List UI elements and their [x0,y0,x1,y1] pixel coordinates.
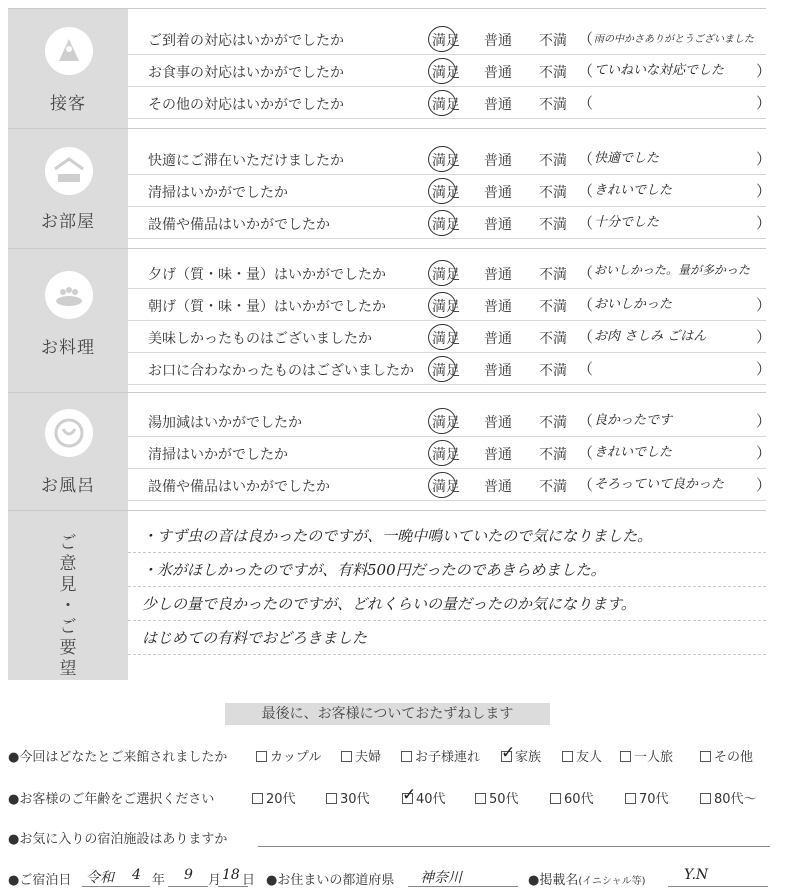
checkbox-icon[interactable] [402,793,413,804]
paren-close: ） [756,182,772,200]
stay-year[interactable]: 4 [132,867,141,883]
question-text: 清掃はいかがでしたか [148,185,288,201]
paren-open: （ [578,62,594,80]
checkbox-icon[interactable] [620,751,631,762]
question-text: 設備や備品はいかがでしたか [148,479,330,495]
option-normal[interactable]: 普通 [484,33,512,49]
option-good[interactable]: 満足 [432,153,460,169]
checkbox-option[interactable] [562,746,602,765]
section-label-panel [8,393,128,510]
opinion-label-panel [8,511,128,680]
option-bad[interactable]: 不満 [539,65,567,81]
section-room [8,128,772,248]
paren-close: ） [756,444,772,462]
paren-close: ） [756,476,772,494]
option-bad[interactable]: 不満 [539,447,567,463]
opinion-line[interactable] [128,655,766,689]
option-normal[interactable]: 普通 [484,153,512,169]
option-good[interactable]: 満足 [432,331,460,347]
option-bad[interactable]: 不満 [539,415,567,431]
checkbox-option[interactable] [256,746,321,765]
question-row [128,469,772,501]
option-good[interactable]: 満足 [432,33,460,49]
opinion-label-char: 望 [59,659,77,679]
section-label: お風呂 [41,476,95,496]
favorite-row [8,826,800,848]
opinion-text: はじめての有料でおどろきました [142,629,368,647]
question-text: 美味しかったものはございましたか [148,331,372,347]
option-normal[interactable]: 普通 [484,65,512,81]
option-good[interactable]: 満足 [432,479,460,495]
answer-text[interactable]: お肉 さしみ ごはん [594,329,707,344]
cuisine-icon [45,271,93,319]
checkbox-option[interactable] [341,746,381,765]
checkbox-icon[interactable] [625,793,636,804]
checkbox-option[interactable] [620,746,673,765]
section-label-panel [8,249,128,392]
answer-text[interactable]: そろっていて良かった [594,477,725,492]
checkbox-label: お子様連れ [415,750,481,765]
option-normal[interactable]: 普通 [484,415,512,431]
opinion-line[interactable] [128,553,766,587]
display-name-value[interactable]: Y.N [684,867,709,883]
section-label-panel [8,9,128,128]
age-row [8,786,800,808]
question-text: 清掃はいかがでしたか [148,447,288,463]
option-good[interactable]: 満足 [432,97,460,113]
opinion-line[interactable] [128,621,766,655]
paren-open: （ [578,328,594,346]
answer-text[interactable]: 雨の中かさありがとうございました [594,34,754,45]
display-name-underline [668,886,768,887]
checkbox-option[interactable] [700,788,757,807]
question-text: 朝げ（質・味・量）はいかがでしたか [148,299,386,315]
year-unit: 年 [152,873,166,888]
paren-close: ） [756,150,772,168]
paren-open: （ [578,214,594,232]
question-row [128,289,772,321]
opinion-label-char: ご [59,617,77,637]
checkbox-label: 友人 [576,750,603,765]
checkbox-label: 夫婦 [355,750,382,765]
question-text: 夕げ（質・味・量）はいかがでしたか [148,267,386,283]
opinion-line[interactable] [128,519,766,553]
section-label: お料理 [41,338,95,358]
option-normal[interactable]: 普通 [484,363,512,379]
paren-open: （ [578,182,594,200]
option-normal[interactable]: 普通 [484,217,512,233]
section-label: 接客 [50,94,86,114]
prefecture-label: ●お住まいの都道府県 [266,873,395,888]
section-label-panel [8,129,128,248]
section-label: お部屋 [41,212,95,232]
question-row [128,405,772,437]
option-bad[interactable]: 不満 [539,331,567,347]
option-normal[interactable]: 普通 [484,479,512,495]
question-text: お口に合わなかったものはございましたか [148,363,414,379]
option-normal[interactable]: 普通 [484,331,512,347]
display-name-label [528,869,646,888]
display-name-label-text: ●掲載名 [528,873,579,888]
checkbox-icon[interactable] [475,793,486,804]
paren-close: ） [756,94,772,112]
stay-date-label: ●ご宿泊日 [8,873,72,888]
opinion-label-char: 要 [59,638,77,658]
option-bad[interactable]: 不満 [539,217,567,233]
paren-close: ） [756,214,772,232]
checkbox-option[interactable] [550,788,594,807]
checkbox-option[interactable] [700,746,753,765]
display-name-sub: (イニシャル等) [578,876,646,887]
checkbox-icon[interactable] [401,751,412,762]
option-good[interactable]: 満足 [432,217,460,233]
section-bath [8,392,772,510]
question-row [128,23,766,55]
checkbox-option[interactable] [625,788,669,807]
stay-era[interactable]: 令和 [86,870,114,886]
paren-open: （ [578,264,594,282]
stay-month[interactable]: 9 [184,867,193,883]
answer-text[interactable]: 十分でした [594,215,660,230]
option-bad[interactable]: 不満 [539,363,567,379]
question-text: ご到着の対応はいかがでしたか [148,33,344,49]
question-text: 湯加減はいかがでしたか [148,415,302,431]
question-row [128,175,772,207]
checkbox-option[interactable] [401,746,480,765]
option-normal[interactable]: 普通 [484,97,512,113]
checkbox-icon[interactable] [501,751,512,762]
paren-close: ） [756,412,772,430]
opinion-text: 少しの量で良かったのですが、どれくらいの量だったのか気になります。 [142,595,636,613]
section-cuisine [8,248,772,392]
opinion-label-char: ご [59,533,77,553]
question-text: 設備や備品はいかがでしたか [148,217,330,233]
answer-text[interactable]: おいしかった [594,297,673,312]
question-text: その他の対応はいかがでしたか [148,97,344,113]
paren-close: ） [756,328,772,346]
opinion-text: ・すず虫の音は良かったのですが、一晩中鳴いていたので気になりました。 [142,527,653,545]
checkbox-label: 30代 [340,792,370,807]
checkbox-label: 80代〜 [714,792,757,807]
checkbox-option[interactable] [501,746,541,765]
option-bad[interactable]: 不満 [539,33,567,49]
month-unit: 月 [208,873,222,888]
question-text: 快適にご滞在いただけましたか [148,153,344,169]
checkbox-icon[interactable] [326,793,337,804]
checkbox-option[interactable] [326,788,370,807]
option-good[interactable]: 満足 [432,415,460,431]
checkbox-label: その他 [714,750,754,765]
section-opinion [8,510,766,680]
favorite-input-line[interactable] [258,846,770,847]
paren-close: ） [756,296,772,314]
option-normal[interactable]: 普通 [484,447,512,463]
bath-icon [45,409,93,457]
answer-text[interactable]: きれいでした [594,445,673,460]
option-normal[interactable]: 普通 [484,267,512,283]
paren-open: （ [578,412,594,430]
checkbox-option[interactable] [402,788,446,807]
checkbox-icon[interactable] [562,751,573,762]
answer-text[interactable]: 快適でした [594,151,660,166]
paren-open: （ [578,296,594,314]
option-normal[interactable]: 普通 [484,299,512,315]
prefecture-value[interactable]: 神奈川 [420,870,462,886]
checkbox-label: 家族 [515,750,542,765]
option-good[interactable]: 満足 [432,65,460,81]
visit-question: ●今回はどなたとご来館されましたか [8,750,228,765]
checkbox-label: 70代 [639,792,669,807]
answer-text[interactable]: おいしかった。量が多かった [594,263,751,277]
reception-icon [45,27,93,75]
day-unit: 日 [242,873,256,888]
answer-text[interactable]: ていねいな対応でした [594,63,725,78]
opinion-label-char: 意 [59,554,77,574]
opinion-label [58,533,78,680]
answer-text[interactable]: 良かったです [594,413,673,428]
checkbox-label: カップル [270,750,322,765]
option-good[interactable]: 満足 [432,267,460,283]
checkbox-label: 50代 [489,792,519,807]
checkbox-label: 60代 [564,792,594,807]
age-question: ●お客様のご年齢をご選択ください [8,792,215,807]
answer-text[interactable]: きれいでした [594,183,673,198]
checkbox-option[interactable] [252,788,296,807]
option-good[interactable]: 満足 [432,185,460,201]
checkbox-option[interactable] [475,788,519,807]
question-row [128,87,772,119]
question-row [128,207,772,239]
stay-day[interactable]: 18 [222,867,240,883]
final-section-header: 最後に、お客様についておたずねします [225,703,550,725]
checkbox-icon[interactable] [700,793,711,804]
paren-open: （ [578,150,594,168]
question-row [128,353,772,385]
checkbox-label: 20代 [266,792,296,807]
paren-open: （ [578,30,594,48]
paren-close: ） [756,360,772,378]
checkbox-icon[interactable] [252,793,263,804]
era-underline [82,886,150,887]
prefecture-underline [408,886,518,887]
option-bad[interactable]: 不満 [539,97,567,113]
favorite-question: ●お気に入りの宿泊施設はありますか [8,832,228,847]
option-good[interactable]: 満足 [432,363,460,379]
option-good[interactable]: 満足 [432,299,460,315]
question-row [128,257,766,289]
checkbox-icon[interactable] [700,751,711,762]
paren-open: （ [578,94,594,112]
option-bad[interactable]: 不満 [539,479,567,495]
stay-info-row [8,866,800,890]
checkbox-icon[interactable] [550,793,561,804]
option-bad[interactable]: 不満 [539,153,567,169]
checkbox-icon[interactable] [256,751,267,762]
option-bad[interactable]: 不満 [539,267,567,283]
paren-open: （ [578,444,594,462]
checkbox-label: 一人旅 [634,750,674,765]
paren-open: （ [578,476,594,494]
opinion-label-char: 見 [59,575,77,595]
paren-close: ） [756,62,772,80]
option-bad[interactable]: 不満 [539,185,567,201]
visit-companion-row [8,744,800,766]
room-icon [45,147,93,195]
opinion-label-char: ・ [59,596,77,616]
question-row [128,55,772,87]
question-row [128,143,772,175]
checkbox-label: 40代 [416,792,446,807]
month-underline [168,886,208,887]
question-text: お食事の対応はいかがでしたか [148,65,344,81]
option-good[interactable]: 満足 [432,447,460,463]
question-row [128,321,772,353]
opinion-line[interactable] [128,587,766,621]
option-normal[interactable]: 普通 [484,185,512,201]
checkbox-icon[interactable] [341,751,352,762]
section-reception [8,8,772,128]
question-row [128,437,772,469]
option-bad[interactable]: 不満 [539,299,567,315]
paren-open: （ [578,360,594,378]
opinion-text: ・氷がほしかったのですが、有料500円だったのであきらめました。 [142,561,606,579]
